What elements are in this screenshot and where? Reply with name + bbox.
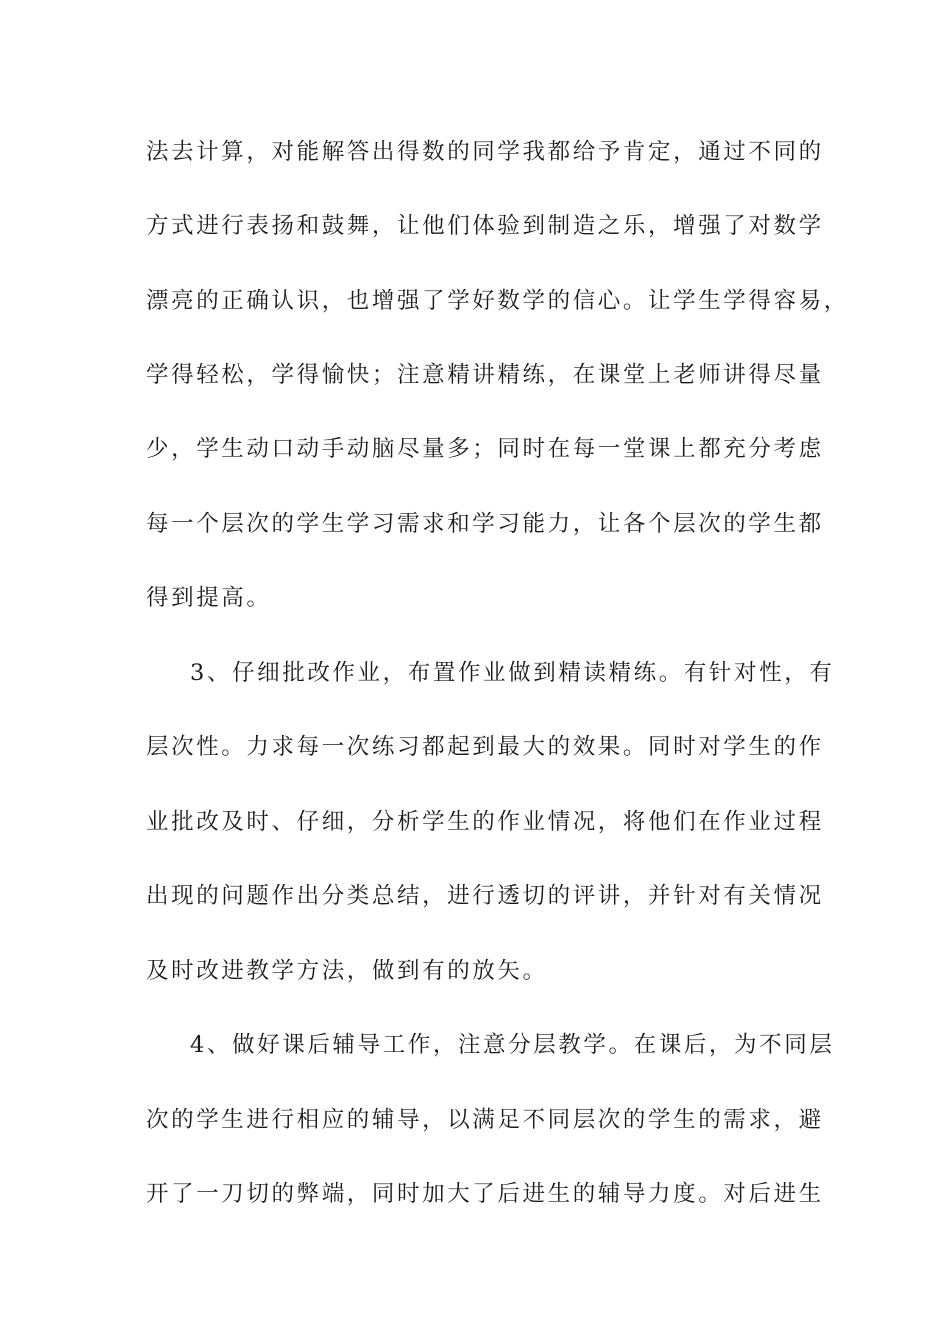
text-line: 学得轻松，学得愉快；注意精讲精练，在课堂上老师讲得尽量 [146,362,824,388]
text-line: 得到提高。 [146,585,272,611]
text-line: 开了一刀切的弊端，同时加大了后进生的辅导力度。对后进生 [146,1181,824,1207]
text-line: 次的学生进行相应的辅导，以满足不同层次的学生的需求，避 [146,1107,824,1133]
text-line: 少，学生动口动手动脑尽量多；同时在每一堂课上都充分考虑 [146,436,824,462]
text-line: 出现的问题作出分类总结，进行透切的评讲，并针对有关情况 [146,883,824,909]
text-line: 漂亮的正确认识，也增强了学好数学的信心。让学生学得容易， [146,288,849,314]
text-line: 方式进行表扬和鼓舞，让他们体验到制造之乐，增强了对数学 [146,213,824,239]
text-line: 层次性。力求每一次练习都起到最大的效果。同时对学生的作 [146,734,824,760]
text-line: 法去计算，对能解答出得数的同学我都给予肯定，通过不同的 [146,139,824,165]
text-line: 业批改及时、仔细，分析学生的作业情况，将他们在作业过程 [146,809,824,835]
text-line: 每一个层次的学生学习需求和学习能力，让各个层次的学生都 [146,511,824,537]
text-line: 及时改进教学方法，做到有的放矢。 [146,958,548,984]
paragraph-start-line: 4、做好课后辅导工作，注意分层教学。在课后，为不同层 [190,1032,835,1058]
paragraph-start-line: 3、仔细批改作业，布置作业做到精读精练。有针对性，有 [190,660,835,686]
